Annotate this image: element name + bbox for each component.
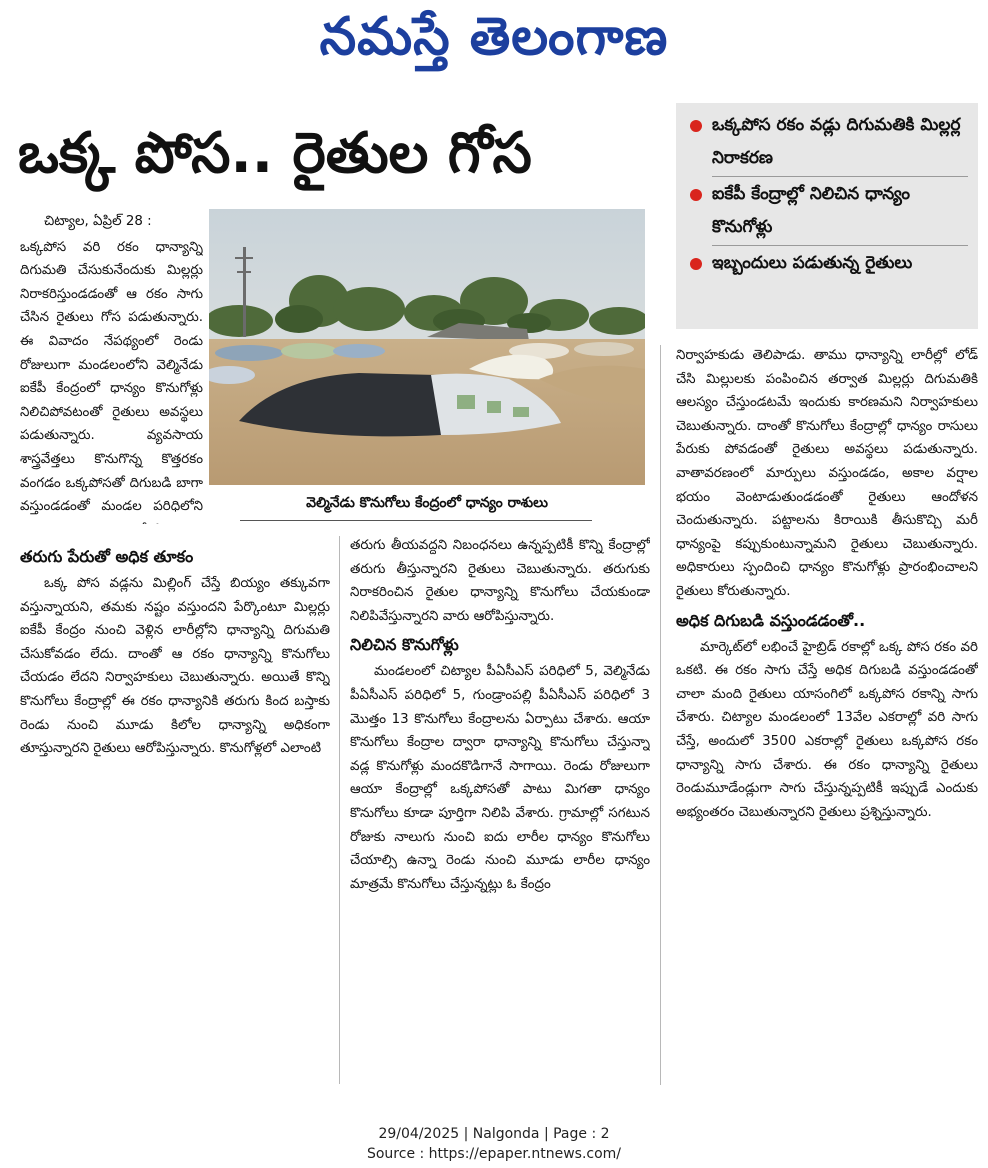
subheading-high-yield: అధిక దిగుబడి వస్తుండడంతో..: [676, 610, 866, 630]
article-paragraph: తరుగు తీయవద్దని నిబంధనలు ఉన్నప్పటికీ కొన్ని కేంద్రాల్లో తరుగు తీస్తున్నారని రైతులు చెబుతున్నారు. తరుగుకు నిరాకరించిన రైతుల ధాన్యాన్ని కొనుగోలు చేయకుండా నిలిపివేస్తున్నారని వారు ఆరోపిస్తున్నారు.: [350, 538, 650, 624]
dateline: చిట్యాల, ఏప్రిల్ 28 :: [44, 214, 152, 229]
article-paragraph: మండలంలో చిట్యాల పీఏసీఎస్ పరిధిలో 5, వెల్మినేడు పీఏసీఎస్ పరిధిలో 5, గుండ్రాంపల్లి పీఏసీఎస్ పరిధిలో 3 మొత్తం 13 కొనుగోలు కేంద్రాలను ఏర్పాటు చేశారు. ఆయా కొనుగోలు కేంద్రాల ద్వారా ధాన్యాన్ని కొనుగోలు చేస్తున్నా వడ్ల కొనుగోళ్లు మందకొడిగానే సాగాయి. రెండు రోజులుగా ఆయా కేంద్రాల్లో ఒక్కపోసతో పాటు మిగతా ధాన్యం కొనుగోలు కూడా పూర్తిగా నిలిపి వేశారు. గ్రామాల్లో సగటున రోజుకు నాలుగు నుంచి ఐదు లారీల ధాన్యం కొనుగోలు చేయాల్సి ఉన్నా రెండు నుంచి మూడు లారీల ధాన్యం మాత్రమే కొనుగోలు చేస్తున్నట్లు ఓ కేంద్రం: [350, 664, 650, 892]
headline: ఒక్క పోస.. రైతుల గోస: [18, 121, 532, 186]
column-divider: [339, 536, 340, 1084]
column-3: [676, 344, 978, 1088]
highlights-box: [676, 103, 978, 329]
article-paragraph: నిర్వాహకుడు తెలిపాడు. తాము ధాన్యాన్ని లారీల్లో లోడ్ చేసి మిల్లులకు పంపించిన తర్వాత మిల్లర్లు దిగుమతికి ఆలస్యం చేస్తుండటమే ఇందుకు కారణమని నిర్వాహకులు చెబుతున్నారు. దాంతో కొనుగోలు కేంద్రాల్లో ధాన్యం రాసులు పేరుకు పోవడంతో రైతులు అవస్థలు పడుతున్నారు. వాతావరణంలో మార్పులు వస్తుండడం, అకాల వర్షాల భయం వెంటాడుతుండడంతో రైతులు ఆందోళన చెందుతున్నారు. పట్టాలను కిరాయికి తీసుకొచ్చి మరీ ధాన్యంపై కప్పుకుంటున్నామని రైతులు చెబుతున్నారు. అధికారులు స్పందించి ధాన్యం కొనుగోళ్లు ప్రారంభించాలని రైతులు కోరుతున్నారు.: [676, 348, 978, 599]
highlight-divider: [712, 176, 968, 177]
red-bullet-icon: [690, 189, 702, 201]
caption-rule: [240, 520, 592, 521]
photo-caption: వెల్మినేడు కొనుగోలు కేంద్రంలో ధాన్యం రాశులు: [306, 495, 548, 511]
subheading-stopped-purchases: నిలిచిన కొనుగోళ్లు: [350, 635, 459, 655]
news-photo: [209, 209, 645, 485]
subheading-weighing: తరుగు పేరుతో అధిక తూకం: [20, 547, 194, 566]
column-divider: [660, 345, 661, 1085]
highlight-item: [690, 109, 968, 175]
highlight-divider: [712, 245, 968, 246]
article-paragraph: ఒక్క పోస వడ్లను మిల్లింగ్ చేస్తే బియ్యం తక్కువగా వస్తున్నాయని, తమకు నష్టం వస్తుందని పేర్కొంటూ మిల్లర్లు ఐకేపీ కేంద్రం నుంచి వెళ్లిన లారీల్లోని ధాన్యాన్ని దిగుమతి చేసుకోవడం లేదు. దాంతో ఆ రకం ధాన్యాన్ని కొనుగోలు చేయడం లేదని నిర్వాహకులు చెబుతున్నారు. అయితే కొన్ని కొనుగోలు కేంద్రాల్లో ఈ రకం ధాన్యానికి తరుగు కింద బస్తాకు రెండు నుంచి మూడు కిలోల ధాన్యాన్ని అధికంగా తూస్తున్నారని రైతులు ఆరోపిస్తున్నారు. కొనుగోళ్లలో ఎలాంటి: [20, 576, 330, 757]
highlight-text: ఐకేపీ కేంద్రాల్లో నిలిచిన ధాన్యం కొనుగోళ్లు: [712, 184, 911, 237]
footer-source: Source : https://epaper.ntnews.com/: [366, 1146, 622, 1162]
red-bullet-icon: [690, 258, 702, 270]
article-paragraph: ఒక్కపోస వరి రకం ధాన్యాన్ని దిగుమతి చేసుకునేందుకు మిల్లర్లు నిరాకరిస్తుండడంతో ఆ రకం సాగు చేసిన రైతులు గోస పడుతున్నారు. ఈ వివాదం నేపథ్యంలో రెండు రోజులుగా మండలంలోని వెల్మినేడు ఐకేపీ కేంద్రంలో ధాన్యం కొనుగోళ్లు నిలిచిపోవటంతో రైతులు అవస్థలు పడుతున్నారు. వ్యవసాయ శాస్త్రవేత్తలు కొనుగొన్న కొత్తరకం వంగడం ఒక్కపోసతో దిగుబడి బాగా వస్తుండడంతో మండల పరిధిలోని: [20, 239, 203, 515]
highlight-item: [690, 247, 968, 280]
masthead-title: నమస్తే తెలంగాణ: [319, 6, 669, 67]
grain-heaps-photo: [209, 209, 645, 485]
masthead: [0, 2, 988, 72]
article-paragraph: మార్కెట్‌లో లభించే హైబ్రిడ్ రకాల్లో ఒక్క పోస రకం వరి ఒకటి. ఈ రకం సాగు చేస్తే అధిక దిగుబడి వస్తుండడంతో చాలా మంది రైతులు యాసంగిలో ఒక్కపోస రకాన్ని సాగు చేశారు. చిట్యాల మండలంలో 13వేల ఎకరాల్లో వరి సాగు చేస్తే, అందులో 3500 ఎకరాల్లో రైతులు ఒక్కపోస రకం ధాన్యాన్ని సాగు చేశారు. ఈ రకం ధాన్యాన్ని రైతులు రెండుమూడేండ్లుగా సాగు చేస్తున్నప్పటికీ ఇప్పుడే ఎందుకు అభ్యంతరం చెబుతున్నారని రైతులు ప్రశ్నిస్తున్నారు.: [676, 639, 978, 820]
footer: [0, 1124, 988, 1168]
column-1-bottom: [20, 540, 330, 1088]
column-1-top: [20, 210, 203, 524]
highlight-text: ఒక్కపోస రకం వడ్లు దిగుమతికి మిల్లర్ల నిరాకరణ: [712, 115, 961, 168]
red-bullet-icon: [690, 120, 702, 132]
footer-date-edition: 29/04/2025 | Nalgonda | Page : 2: [378, 1126, 610, 1142]
column-2: [350, 534, 650, 1088]
highlight-item: [690, 178, 968, 244]
highlight-text: ఇబ్బందులు పడుతున్న రైతులు: [712, 253, 913, 273]
